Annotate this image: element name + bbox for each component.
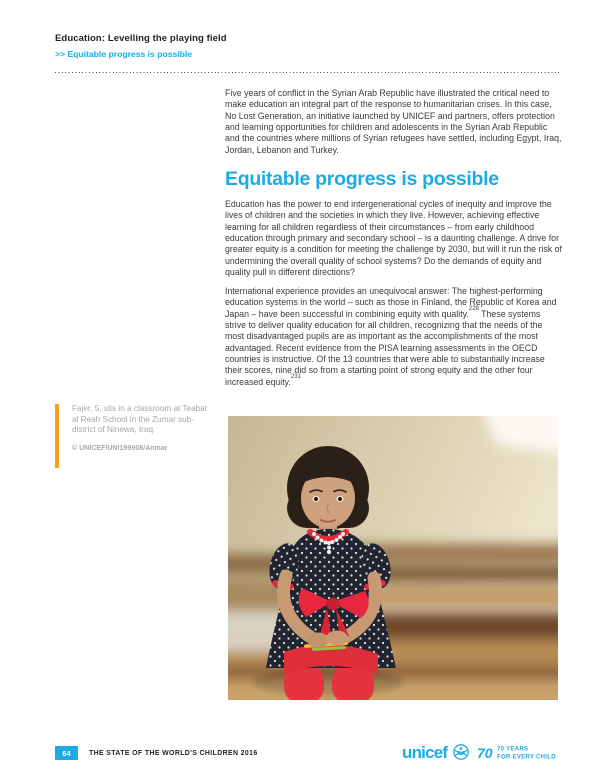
dotted-divider (55, 72, 560, 74)
photo-caption: Fajer, 5, sits in a classroom at Teabat al Reah School in the Zumar sub-district of Ninewa, Iraq. (72, 404, 208, 435)
paragraph-text: International experience provides an unequivocal answer: The highest-performing education systems in the world – such as those in Finland, the Republic of Korea and Japan – have been successful in combining equity with quality. (225, 286, 557, 319)
page-number: 64 (55, 746, 78, 760)
footnote-ref: 231 (290, 373, 301, 380)
anniversary-70-mark: 70 (477, 745, 493, 761)
caption-texts (72, 404, 214, 468)
breadcrumb: >> Equitable progress is possible (55, 49, 193, 59)
paragraph-text: These systems strive to deliver quality education for all children, recognizing that the needs of the most disadvantaged pupils are as important as the accomplishments of the most advantaged. Recent evidence from the PISA learning assessments in the OECD countries is instructive. Of the 13 countries that were able to substantially increase their scores, nine did so from a starting point of strong equity and the other four increased equity. (225, 308, 545, 387)
section-kicker: Education: Levelling the playing field (55, 33, 227, 44)
body-paragraph (225, 286, 562, 388)
photo-caption-block (55, 404, 217, 468)
unicef-globe-icon (454, 745, 468, 759)
photo-credit: © UNICEF/UNI199908/Anmar (72, 444, 168, 452)
hands (307, 633, 329, 648)
unicef-wordmark: unicef (402, 743, 448, 762)
report-title: THE STATE OF THE WORLD'S CHILDREN 2016 (89, 749, 258, 757)
unicef-logo (402, 740, 560, 766)
classroom-photo (228, 416, 558, 700)
intro-paragraph: Five years of conflict in the Syrian Arab Republic have illustrated the critical need to make education an integral part of the response to humanitarian crises. In this case, No Lost Generation, an initiative launched by UNICEF and partners, offers protection and learning opportunities for children and adolescents in the Syrian Arab Republic and the countries where millions of Syrian refugees have settled, including Egypt, Iraq, Jordan, Lebanon and Turkey. (225, 88, 562, 155)
tagline-line1: 70 YEARS (497, 746, 529, 753)
caption-accent-bar (55, 404, 59, 468)
footer-logo-group (402, 740, 560, 771)
footer-left (55, 746, 258, 760)
page-title: Equitable progress is possible (225, 168, 499, 190)
body-paragraph: Education has the power to end intergenerational cycles of inequity and improve the lives of children and the societies in which they live. However, achieving effective learning for all children regardless of their circumstances – from early childhood education through primary and secondary school – is a daunting challenge. A drive for greater equity is a condition for meeting the challenge by 2030, but will it run the risk of undermining the overall quality of school systems? Do the demands of equity and quality pull in different directions? (225, 199, 562, 278)
tagline-line2: FOR EVERY CHILD (497, 754, 556, 761)
classroom-photo-svg (228, 416, 558, 700)
footnote-ref: 229 (468, 305, 479, 312)
